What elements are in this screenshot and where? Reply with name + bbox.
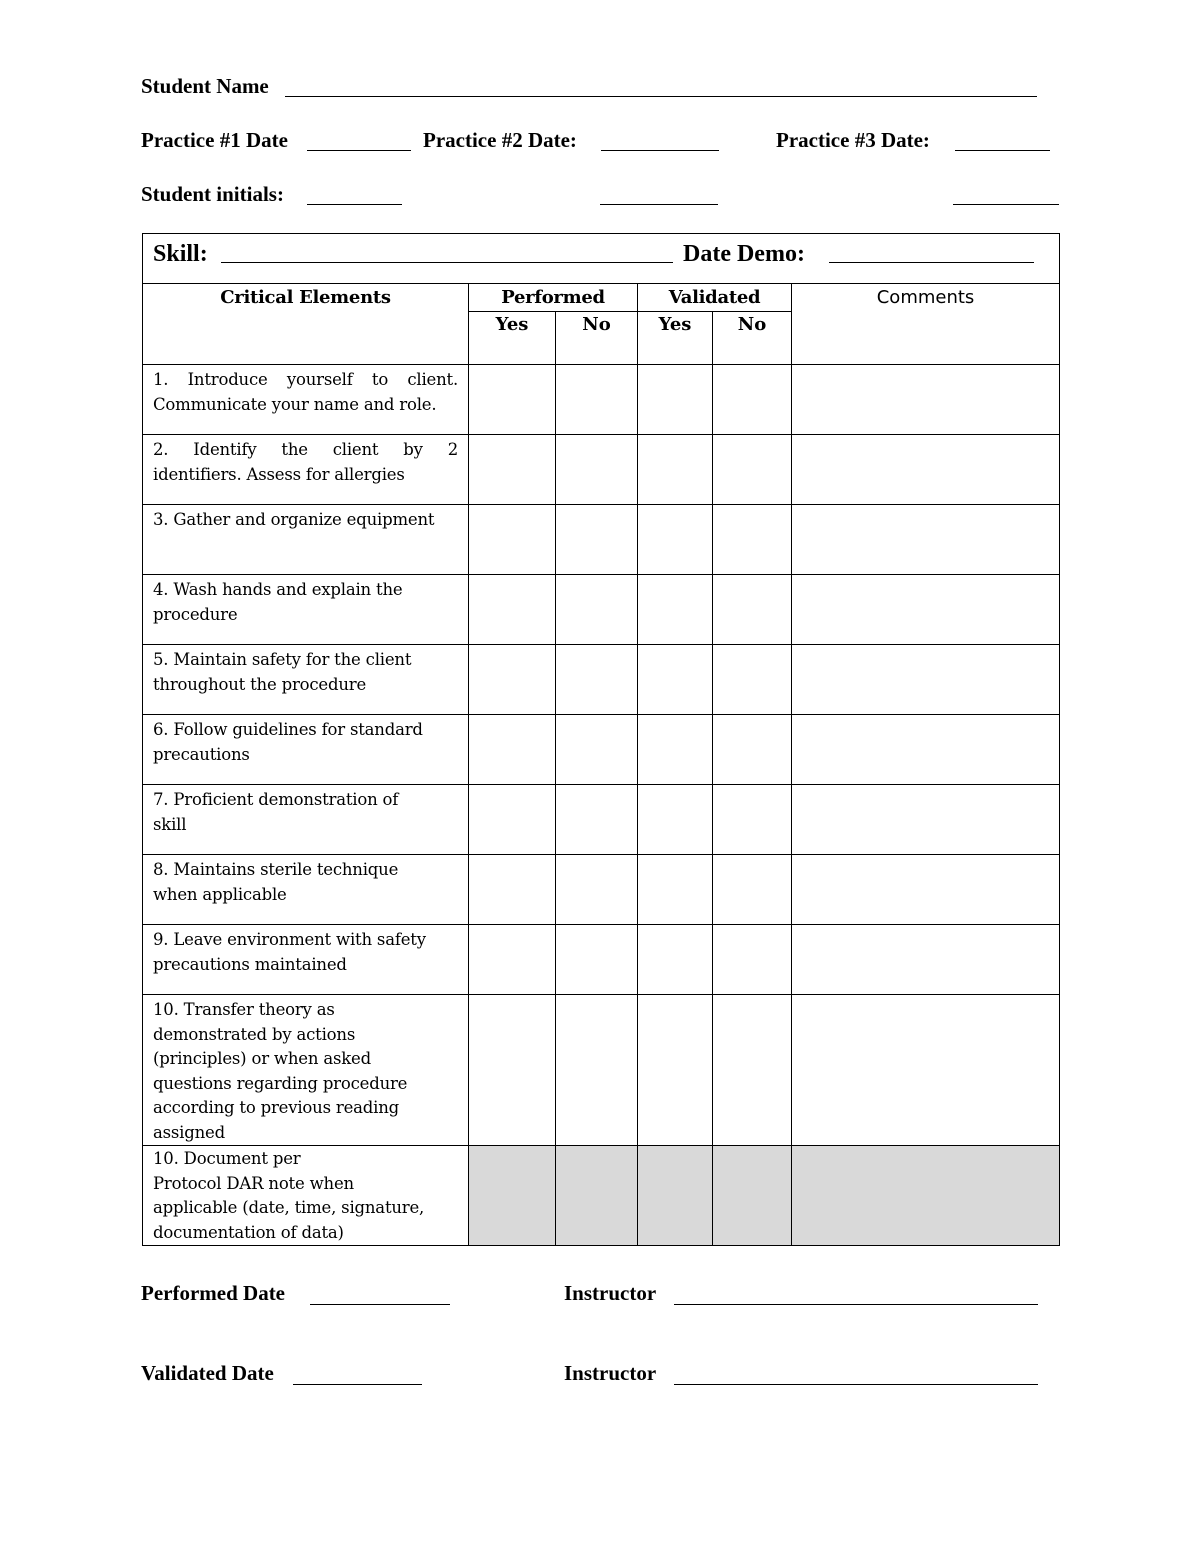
table-row [143, 435, 1060, 505]
element-text: precautions maintained [153, 954, 347, 974]
performed-no-cell[interactable] [556, 505, 638, 575]
validated-yes-cell[interactable] [638, 505, 713, 575]
element-text: questions regarding procedure [153, 1073, 408, 1093]
performed-no-cell [556, 1146, 638, 1246]
validated-no-cell[interactable] [713, 505, 792, 575]
performed-yes-cell[interactable] [469, 505, 556, 575]
critical-element-6 [143, 715, 469, 785]
validated-no-cell[interactable] [713, 715, 792, 785]
element-text: throughout the procedure [153, 674, 367, 694]
initials-blank-2[interactable] [600, 204, 718, 205]
critical-element-1 [143, 365, 469, 435]
performed-yes-cell[interactable] [469, 645, 556, 715]
table-row [143, 1146, 1060, 1246]
practice2-date-label: Practice #2 Date: [423, 128, 577, 152]
student-name-label: Student Name [141, 74, 269, 98]
validated-yes-header: Yes [638, 312, 713, 365]
validated-yes-cell[interactable] [638, 365, 713, 435]
validated-no-cell[interactable] [713, 575, 792, 645]
comments-cell[interactable] [792, 785, 1060, 855]
student-name-blank[interactable] [285, 96, 1037, 97]
performed-yes-header: Yes [469, 312, 556, 365]
element-text: Protocol DAR note when [153, 1173, 354, 1193]
critical-element-7 [143, 785, 469, 855]
validated-yes-cell[interactable] [638, 435, 713, 505]
performed-yes-cell[interactable] [469, 855, 556, 925]
practice1-date-blank[interactable] [307, 150, 411, 151]
skill-label: Skill: [153, 241, 208, 267]
critical-element-4 [143, 575, 469, 645]
critical-element-3 [143, 505, 469, 575]
performed-date-blank[interactable] [310, 1304, 450, 1305]
comments-cell[interactable] [792, 715, 1060, 785]
performed-yes-cell[interactable] [469, 365, 556, 435]
skill-cell [143, 234, 1060, 284]
performed-no-cell[interactable] [556, 575, 638, 645]
critical-elements-header: Critical Elements [143, 284, 469, 365]
table-row [143, 715, 1060, 785]
performed-no-cell[interactable] [556, 645, 638, 715]
validated-no-cell[interactable] [713, 925, 792, 995]
critical-element-10 [143, 995, 469, 1146]
validated-no-cell[interactable] [713, 645, 792, 715]
performed-yes-cell[interactable] [469, 575, 556, 645]
comments-cell[interactable] [792, 855, 1060, 925]
critical-element-9 [143, 925, 469, 995]
validated-no-cell[interactable] [713, 785, 792, 855]
comments-header: Comments [792, 284, 1060, 365]
element-text: when applicable [153, 884, 287, 904]
validated-no-cell [713, 1146, 792, 1246]
skill-blank[interactable] [221, 262, 673, 263]
element-text: skill [153, 814, 187, 834]
validated-yes-cell[interactable] [638, 855, 713, 925]
element-text: 10. Document per [153, 1149, 301, 1168]
comments-cell[interactable] [792, 925, 1060, 995]
element-text: (principles) or when asked [153, 1049, 371, 1068]
element-text: 4. Wash hands and explain the [153, 580, 403, 599]
header-row-1 [143, 284, 1060, 312]
performed-no-header: No [556, 312, 638, 365]
instructor-label-performed: Instructor [564, 1281, 657, 1305]
performed-header: Performed [469, 284, 638, 312]
element-text: applicable (date, time, signature, [153, 1198, 425, 1217]
validated-no-cell[interactable] [713, 995, 792, 1146]
validated-yes-cell[interactable] [638, 715, 713, 785]
validated-no-cell[interactable] [713, 855, 792, 925]
comments-cell[interactable] [792, 505, 1060, 575]
element-text: according to previous reading [153, 1098, 400, 1117]
performed-yes-cell[interactable] [469, 715, 556, 785]
date-demo-blank[interactable] [829, 262, 1034, 263]
skill-row [143, 234, 1060, 284]
performed-no-cell[interactable] [556, 435, 638, 505]
instructor-label-validated: Instructor [564, 1361, 657, 1385]
table-row [143, 575, 1060, 645]
element-text: procedure [153, 604, 238, 624]
table-row [143, 645, 1060, 715]
element-text: 8. Maintains sterile technique [153, 860, 399, 879]
performed-yes-cell[interactable] [469, 435, 556, 505]
table-row [143, 925, 1060, 995]
element-text: demonstrated by actions [153, 1024, 356, 1044]
instructor-blank-performed[interactable] [674, 1304, 1038, 1305]
validated-no-header: No [713, 312, 792, 365]
validated-yes-cell[interactable] [638, 645, 713, 715]
performed-date-label: Performed Date [141, 1281, 286, 1305]
comments-cell[interactable] [792, 575, 1060, 645]
performed-no-cell[interactable] [556, 785, 638, 855]
performed-no-cell[interactable] [556, 995, 638, 1146]
critical-element-8 [143, 855, 469, 925]
performed-yes-cell [469, 1146, 556, 1246]
critical-element-5 [143, 645, 469, 715]
validated-header: Validated [638, 284, 792, 312]
element-text: precautions [153, 744, 250, 764]
skills-checklist-table [142, 233, 1060, 1246]
performed-no-cell[interactable] [556, 855, 638, 925]
element-text: 9. Leave environment with safety [153, 930, 426, 949]
element-text: assigned [153, 1122, 225, 1142]
table-row [143, 785, 1060, 855]
validated-no-cell[interactable] [713, 435, 792, 505]
validated-date-blank[interactable] [293, 1384, 422, 1385]
performed-no-cell[interactable] [556, 365, 638, 435]
element-text: 2. Identify the client by 2 [153, 440, 458, 459]
table-row [143, 505, 1060, 575]
initials-blank-3[interactable] [953, 204, 1059, 205]
comments-cell[interactable] [792, 435, 1060, 505]
element-text: 10. Transfer theory as [153, 1000, 335, 1019]
practice1-date-label: Practice #1 Date [141, 128, 288, 152]
comments-cell[interactable] [792, 995, 1060, 1146]
comments-cell[interactable] [792, 365, 1060, 435]
date-demo-label: Date Demo: [683, 241, 805, 267]
validated-yes-cell[interactable] [638, 995, 713, 1146]
critical-element-2 [143, 435, 469, 505]
element-text: 1. Introduce yourself to client. [153, 370, 458, 389]
table-row [143, 995, 1060, 1146]
validated-date-label: Validated Date [141, 1361, 274, 1385]
table-row [143, 365, 1060, 435]
initials-blank-1[interactable] [307, 204, 402, 205]
practice2-date-blank[interactable] [601, 150, 719, 151]
validated-yes-cell[interactable] [638, 925, 713, 995]
validated-yes-cell[interactable] [638, 785, 713, 855]
performed-no-cell[interactable] [556, 715, 638, 785]
validated-no-cell[interactable] [713, 365, 792, 435]
element-text: 7. Proficient demonstration of [153, 790, 399, 809]
table-row [143, 855, 1060, 925]
element-text: 3. Gather and organize equipment [153, 510, 435, 529]
practice3-date-blank[interactable] [955, 150, 1050, 151]
validated-yes-cell [638, 1146, 713, 1246]
practice3-date-label: Practice #3 Date: [776, 128, 930, 152]
element-text: identifiers. Assess for allergies [153, 464, 405, 484]
element-text: 5. Maintain safety for the client [153, 650, 412, 669]
validated-yes-cell[interactable] [638, 575, 713, 645]
element-text: 6. Follow guidelines for standard [153, 720, 423, 739]
element-text: Communicate your name and role. [153, 394, 437, 414]
performed-yes-cell[interactable] [469, 925, 556, 995]
student-initials-label: Student initials: [141, 182, 284, 206]
comments-cell[interactable] [792, 645, 1060, 715]
performed-yes-cell[interactable] [469, 995, 556, 1146]
comments-cell [792, 1146, 1060, 1246]
instructor-blank-validated[interactable] [674, 1384, 1038, 1385]
performed-no-cell[interactable] [556, 925, 638, 995]
critical-element-11 [143, 1146, 469, 1246]
element-text: documentation of data) [153, 1222, 344, 1242]
performed-yes-cell[interactable] [469, 785, 556, 855]
